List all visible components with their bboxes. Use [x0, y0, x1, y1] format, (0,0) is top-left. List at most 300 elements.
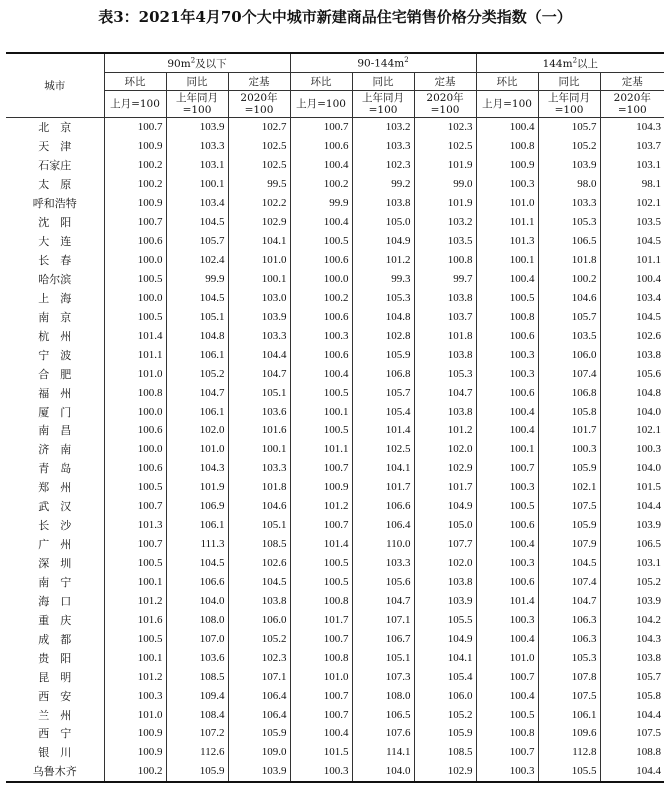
index-value: 105.4: [352, 402, 414, 421]
city-name: 昆 明: [6, 667, 104, 686]
index-value: 104.5: [166, 213, 228, 232]
index-value: 104.4: [228, 345, 290, 364]
index-value: 101.4: [352, 421, 414, 440]
index-value: 100.7: [290, 629, 352, 648]
index-value: 100.1: [476, 251, 538, 270]
index-value: 100.5: [104, 307, 166, 326]
index-value: 100.6: [290, 251, 352, 270]
subheader-base: 定基: [414, 73, 476, 91]
index-value: 100.6: [290, 307, 352, 326]
index-value: 103.5: [414, 232, 476, 251]
index-value: 100.3: [104, 686, 166, 705]
index-value: 101.8: [228, 478, 290, 497]
index-value: 106.5: [352, 705, 414, 724]
table-row: [6, 232, 664, 251]
index-value: 100.6: [290, 345, 352, 364]
index-value: 100.7: [290, 516, 352, 535]
index-value: 104.8: [352, 307, 414, 326]
table-row: [6, 288, 664, 307]
index-value: 101.5: [636, 481, 662, 494]
index-value: 106.0: [414, 686, 476, 705]
index-value: 104.0: [166, 591, 228, 610]
index-value: 105.9: [228, 724, 290, 743]
index-value: 103.3: [352, 554, 414, 573]
table-row: [6, 459, 664, 478]
index-value: 102.2: [228, 194, 290, 213]
table-row: [6, 421, 664, 440]
index-value: 100.4: [290, 156, 352, 175]
index-value: 100.7: [476, 459, 538, 478]
index-value: 103.9: [414, 591, 476, 610]
index-value: 104.2: [636, 613, 662, 626]
index-value: 100.4: [290, 364, 352, 383]
index-value: 100.3: [476, 762, 538, 782]
index-value: 103.3: [352, 137, 414, 156]
index-value: 105.1: [228, 516, 290, 535]
base-header-base: 2020年=100: [600, 91, 664, 118]
table-row: [6, 251, 664, 270]
index-value: 100.5: [290, 232, 352, 251]
index-value: 105.7: [538, 307, 600, 326]
index-value: 106.6: [352, 497, 414, 516]
table-row: [6, 383, 664, 402]
index-value: 100.9: [104, 743, 166, 762]
city-name: 兰 州: [6, 705, 104, 724]
table-row: [6, 345, 664, 364]
index-value: 100.4: [476, 535, 538, 554]
city-name: 重 庆: [6, 610, 104, 629]
index-value: 100.6: [290, 137, 352, 156]
city-name: 深 圳: [6, 554, 104, 573]
index-value: 102.0: [166, 421, 228, 440]
index-value: 100.3: [476, 554, 538, 573]
index-value: 101.0: [166, 440, 228, 459]
index-value: 104.5: [166, 554, 228, 573]
table-row: [6, 440, 664, 459]
index-value: 104.7: [352, 591, 414, 610]
index-value: 103.1: [636, 159, 662, 172]
index-value: 100.8: [414, 251, 476, 270]
index-value: 105.9: [166, 762, 228, 782]
index-value: 100.3: [476, 478, 538, 497]
table-row: [6, 591, 664, 610]
base-header-yoy: 上年同月=100: [538, 91, 600, 118]
table-row: [6, 573, 664, 592]
index-value: 100.2: [290, 175, 352, 194]
index-value: 100.6: [104, 232, 166, 251]
city-name: 石家庄: [6, 156, 104, 175]
table-row: [6, 667, 664, 686]
index-value: 100.4: [476, 421, 538, 440]
index-value: 100.3: [290, 326, 352, 345]
subheader-yoy: 同比: [166, 73, 228, 91]
subheader-mom: 环比: [104, 73, 166, 91]
index-value: 100.3: [538, 440, 600, 459]
table-row: [6, 762, 664, 782]
index-value: 100.9: [104, 194, 166, 213]
index-value: 100.5: [290, 554, 352, 573]
index-value: 102.6: [636, 329, 662, 342]
base-header-base: 2020年=100: [228, 91, 290, 118]
index-value: 100.7: [290, 459, 352, 478]
index-value: 112.8: [538, 743, 600, 762]
index-value: 100.2: [104, 175, 166, 194]
index-value: 108.5: [414, 743, 476, 762]
table-row: [6, 516, 664, 535]
index-value: 100.6: [104, 459, 166, 478]
index-value: 105.2: [228, 629, 290, 648]
index-value: 101.0: [104, 364, 166, 383]
city-name: 哈尔滨: [6, 270, 104, 289]
city-name: 贵 阳: [6, 648, 104, 667]
index-value: 103.9: [228, 307, 290, 326]
index-value: 104.7: [228, 364, 290, 383]
index-value: 104.1: [352, 459, 414, 478]
city-name: 成 都: [6, 629, 104, 648]
index-value: 106.1: [166, 402, 228, 421]
index-value: 102.9: [414, 762, 476, 782]
table-row: [6, 535, 664, 554]
city-name: 济 南: [6, 440, 104, 459]
index-value: 107.5: [538, 497, 600, 516]
table-row: [6, 364, 664, 383]
index-value: 100.5: [476, 705, 538, 724]
index-value: 106.7: [352, 629, 414, 648]
index-value: 101.9: [414, 194, 476, 213]
index-value: 100.8: [476, 307, 538, 326]
index-value: 101.1: [636, 254, 662, 267]
index-value: 100.4: [476, 270, 538, 289]
table-row: [6, 497, 664, 516]
index-value: 104.1: [228, 232, 290, 251]
table-row: [6, 175, 664, 194]
index-value: 99.2: [352, 175, 414, 194]
city-column-header: 城市: [6, 53, 104, 118]
index-value: 100.8: [104, 383, 166, 402]
index-value: 100.7: [290, 118, 352, 137]
table-row: [6, 686, 664, 705]
index-value: 106.3: [538, 610, 600, 629]
index-value: 100.1: [166, 175, 228, 194]
index-value: 104.4: [636, 708, 662, 721]
city-name: 上 海: [6, 288, 104, 307]
index-value: 106.5: [538, 232, 600, 251]
index-value: 102.1: [636, 197, 662, 210]
index-value: 104.7: [538, 591, 600, 610]
index-value: 103.4: [636, 291, 662, 304]
index-value: 104.0: [636, 462, 662, 475]
index-value: 103.9: [538, 156, 600, 175]
index-value: 104.0: [352, 762, 414, 782]
index-value: 98.1: [641, 178, 662, 191]
price-index-table: [6, 52, 664, 783]
index-value: 103.5: [636, 216, 662, 229]
index-value: 101.8: [538, 251, 600, 270]
index-value: 102.9: [414, 459, 476, 478]
index-value: 99.3: [352, 270, 414, 289]
index-value: 103.6: [166, 648, 228, 667]
index-value: 103.8: [352, 194, 414, 213]
index-value: 106.1: [166, 345, 228, 364]
index-value: 103.4: [166, 194, 228, 213]
index-value: 101.1: [290, 440, 352, 459]
city-name: 西 安: [6, 686, 104, 705]
index-value: 102.0: [414, 554, 476, 573]
index-value: 100.0: [104, 402, 166, 421]
index-value: 102.5: [228, 156, 290, 175]
index-value: 104.5: [636, 235, 662, 248]
index-value: 104.0: [636, 405, 662, 418]
index-value: 105.5: [414, 610, 476, 629]
index-value: 104.3: [636, 632, 662, 645]
index-value: 104.9: [414, 629, 476, 648]
index-value: 100.5: [104, 629, 166, 648]
index-value: 105.7: [352, 383, 414, 402]
index-value: 105.7: [538, 118, 600, 137]
subheader-yoy: 同比: [352, 73, 414, 91]
index-value: 110.0: [352, 535, 414, 554]
index-value: 100.5: [104, 270, 166, 289]
index-value: 101.9: [166, 478, 228, 497]
index-value: 100.1: [290, 402, 352, 421]
index-value: 101.4: [104, 326, 166, 345]
index-value: 104.1: [414, 648, 476, 667]
city-name: 大 连: [6, 232, 104, 251]
index-value: 103.7: [636, 140, 662, 153]
index-value: 101.6: [104, 610, 166, 629]
index-value: 109.4: [166, 686, 228, 705]
index-value: 102.3: [352, 156, 414, 175]
index-value: 100.8: [476, 724, 538, 743]
index-value: 105.7: [636, 670, 662, 683]
index-value: 101.1: [104, 345, 166, 364]
index-value: 103.8: [228, 591, 290, 610]
index-value: 99.5: [228, 175, 290, 194]
table-row: [6, 137, 664, 156]
index-value: 100.0: [290, 270, 352, 289]
index-value: 100.4: [476, 402, 538, 421]
index-value: 107.6: [352, 724, 414, 743]
city-name: 沈 阳: [6, 213, 104, 232]
city-name: 杭 州: [6, 326, 104, 345]
index-value: 104.7: [414, 383, 476, 402]
index-value: 108.5: [228, 535, 290, 554]
index-value: 103.3: [228, 459, 290, 478]
index-value: 105.1: [352, 648, 414, 667]
index-value: 105.8: [636, 689, 662, 702]
table-row: [6, 402, 664, 421]
index-value: 101.0: [228, 251, 290, 270]
index-value: 103.9: [636, 519, 662, 532]
index-value: 107.7: [414, 535, 476, 554]
index-value: 105.9: [352, 345, 414, 364]
index-value: 104.5: [228, 573, 290, 592]
index-value: 103.6: [228, 402, 290, 421]
base-header-base: 2020年=100: [414, 91, 476, 118]
index-value: 100.5: [476, 288, 538, 307]
index-value: 100.2: [290, 288, 352, 307]
table-row: [6, 629, 664, 648]
index-value: 99.9: [166, 270, 228, 289]
table-row: [6, 705, 664, 724]
index-value: 100.9: [476, 156, 538, 175]
index-value: 104.7: [166, 383, 228, 402]
city-name: 太 原: [6, 175, 104, 194]
index-value: 112.6: [166, 743, 228, 762]
index-value: 105.2: [166, 364, 228, 383]
index-value: 102.9: [228, 213, 290, 232]
index-value: 100.6: [476, 516, 538, 535]
index-value: 101.7: [352, 478, 414, 497]
base-header-mom: 上月=100: [104, 91, 166, 118]
base-header-yoy: 上年同月=100: [166, 91, 228, 118]
index-value: 104.9: [414, 497, 476, 516]
index-value: 100.5: [476, 497, 538, 516]
index-value: 104.5: [538, 554, 600, 573]
index-value: 102.3: [228, 648, 290, 667]
index-value: 101.3: [476, 232, 538, 251]
index-value: 100.1: [104, 648, 166, 667]
table-row: [6, 156, 664, 175]
city-name: 厦 门: [6, 402, 104, 421]
index-value: 100.4: [476, 686, 538, 705]
index-value: 100.8: [290, 591, 352, 610]
index-value: 108.8: [636, 746, 662, 759]
index-value: 103.3: [538, 194, 600, 213]
index-value: 103.3: [166, 137, 228, 156]
index-value: 100.1: [476, 440, 538, 459]
base-header-mom: 上月=100: [476, 91, 538, 118]
index-value: 105.3: [414, 364, 476, 383]
index-value: 102.3: [414, 118, 476, 137]
index-value: 100.9: [104, 724, 166, 743]
index-value: 99.0: [414, 175, 476, 194]
index-value: 101.2: [352, 251, 414, 270]
index-value: 101.0: [476, 194, 538, 213]
table-row: [6, 724, 664, 743]
table-row: [6, 478, 664, 497]
base-header-yoy: 上年同月=100: [352, 91, 414, 118]
index-value: 104.4: [600, 762, 664, 782]
index-value: 103.8: [636, 651, 662, 664]
index-value: 101.5: [290, 743, 352, 762]
index-value: 105.0: [352, 213, 414, 232]
index-value: 99.9: [290, 194, 352, 213]
index-value: 107.0: [166, 629, 228, 648]
table-row: [6, 648, 664, 667]
index-value: 100.5: [290, 383, 352, 402]
index-value: 103.8: [414, 402, 476, 421]
index-value: 103.1: [636, 557, 662, 570]
index-value: 102.5: [228, 137, 290, 156]
index-value: 100.7: [290, 686, 352, 705]
index-value: 100.7: [476, 667, 538, 686]
index-value: 106.4: [228, 686, 290, 705]
index-value: 101.4: [290, 535, 352, 554]
city-name: 西 宁: [6, 724, 104, 743]
index-value: 103.0: [228, 288, 290, 307]
city-name: 福 州: [6, 383, 104, 402]
subheader-base: 定基: [600, 73, 664, 91]
index-value: 100.9: [290, 478, 352, 497]
index-value: 104.6: [228, 497, 290, 516]
index-value: 105.5: [538, 762, 600, 782]
index-value: 105.4: [414, 667, 476, 686]
index-value: 108.5: [166, 667, 228, 686]
index-value: 102.7: [228, 118, 290, 137]
table-row: [6, 118, 664, 137]
index-value: 102.5: [414, 137, 476, 156]
index-value: 103.8: [636, 348, 662, 361]
city-name: 南 京: [6, 307, 104, 326]
index-value: 103.8: [414, 345, 476, 364]
index-value: 102.4: [166, 251, 228, 270]
table-title: 表3：2021年4月70个大中城市新建商品住宅销售价格分类指数（一）: [98, 8, 572, 26]
city-name: 天 津: [6, 137, 104, 156]
index-value: 108.4: [166, 705, 228, 724]
index-value: 106.4: [352, 516, 414, 535]
index-value: 103.5: [538, 326, 600, 345]
index-value: 100.4: [476, 629, 538, 648]
group-header-medium: $90-144m^2$: [290, 53, 476, 73]
index-value: 105.2: [414, 705, 476, 724]
index-value: 100.1: [228, 440, 290, 459]
index-value: 107.4: [538, 364, 600, 383]
index-value: 106.6: [166, 573, 228, 592]
index-value: 100.0: [104, 288, 166, 307]
city-name: 南 宁: [6, 573, 104, 592]
index-value: 105.2: [636, 575, 662, 588]
index-value: 103.9: [636, 594, 662, 607]
index-value: 100.7: [104, 535, 166, 554]
index-value: 100.3: [636, 443, 662, 456]
index-value: 103.2: [414, 213, 476, 232]
index-value: 100.8: [290, 648, 352, 667]
index-value: 100.6: [476, 383, 538, 402]
index-value: 106.8: [538, 383, 600, 402]
index-value: 104.9: [352, 232, 414, 251]
index-value: 100.0: [104, 251, 166, 270]
index-value: 100.2: [104, 762, 166, 782]
index-value: 101.2: [104, 591, 166, 610]
index-value: 105.3: [352, 288, 414, 307]
group-header-large: $144m^2$以上: [476, 53, 664, 73]
city-name: 广 州: [6, 535, 104, 554]
city-name: 武 汉: [6, 497, 104, 516]
index-value: 100.7: [104, 497, 166, 516]
index-value: 104.3: [636, 121, 662, 134]
index-value: 100.2: [538, 270, 600, 289]
index-value: 100.7: [104, 213, 166, 232]
table-row: [6, 194, 664, 213]
index-value: 100.3: [476, 364, 538, 383]
index-value: 100.2: [104, 156, 166, 175]
index-value: 109.6: [538, 724, 600, 743]
city-name: 长 春: [6, 251, 104, 270]
index-value: 101.0: [476, 648, 538, 667]
index-value: 109.0: [228, 743, 290, 762]
index-value: 107.9: [538, 535, 600, 554]
base-header-mom: 上月=100: [290, 91, 352, 118]
index-value: 104.6: [538, 288, 600, 307]
index-value: 106.9: [166, 497, 228, 516]
index-value: 101.9: [414, 156, 476, 175]
table-row: [6, 307, 664, 326]
table-row: [6, 326, 664, 345]
index-value: 101.0: [104, 705, 166, 724]
index-value: 105.2: [538, 137, 600, 156]
index-value: 107.4: [538, 573, 600, 592]
